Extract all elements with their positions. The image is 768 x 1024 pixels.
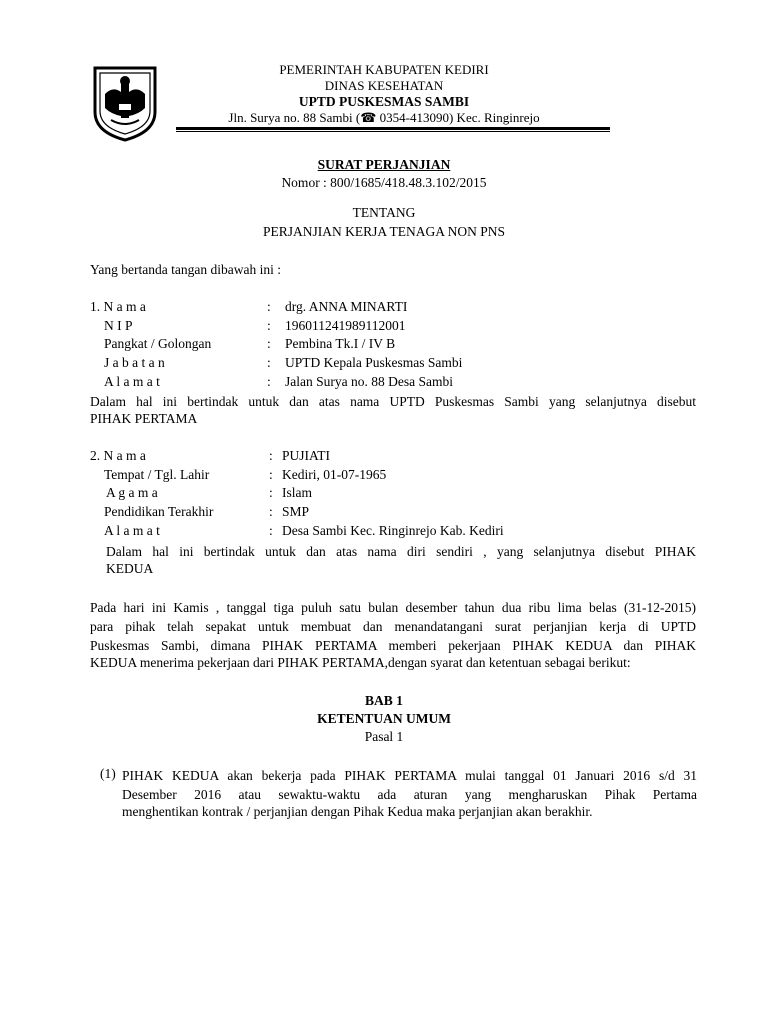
chapter-number: BAB 1 [365,693,403,708]
party2-address-label: A l a m a t [104,523,160,538]
party1-position-label: J a b a t a n [104,355,165,370]
clause-marker: (1) [100,766,116,781]
party1-nip-colon: : [267,318,271,333]
document-title: SURAT PERJANJIAN [317,157,451,172]
party1-nip-label: N I P [104,318,133,333]
party2-address-colon: : [269,523,273,538]
party2-statement-line1: Dalam hal ini bertindak untuk dan atas nama diri sendiri , yang selanjutnya disebut PIHAK [106,544,696,559]
party1-position-colon: : [267,355,271,370]
party1-name-label: 1. N a m a [90,299,146,314]
party2-education-value: SMP [282,504,310,519]
party2-religion-value: Islam [282,485,312,500]
chapter-title: KETENTUAN UMUM [317,711,451,726]
letterhead-rule-thin [176,131,610,132]
party2-education-colon: : [269,504,273,519]
party2-birth-value: Kediri, 01-07-1965 [282,467,387,482]
party1-rank-label: Pangkat / Golongan [104,336,212,351]
party2-birth-label: Tempat / Tgl. Lahir [104,467,210,482]
party2-birth-colon: : [269,467,273,482]
intro-text: Yang bertanda tangan dibawah ini : [90,262,281,277]
party2-religion-label: A g a m a [106,485,158,500]
party1-address-label: A l a m a t [104,374,160,389]
party2-name-value: PUJIATI [282,448,331,463]
party2-name-colon: : [269,448,273,463]
article-label: Pasal 1 [364,729,404,744]
party1-address-value: Jalan Surya no. 88 Desa Sambi [285,374,453,389]
opening-line2: para pihak telah sepakat untuk membuat dan menandatangani surat perjanjian kerja di UPTD [90,619,696,634]
header-department: DINAS KESEHATAN [324,78,444,93]
party2-name-label: 2. N a m a [90,448,146,463]
header-address: Jln. Surya no. 88 Sambi (☎ 0354-413090) Kec. Ringinrejo [228,110,540,125]
party2-education-label: Pendidikan Terakhir [104,504,214,519]
document-number: Nomor : 800/1685/418.48.3.102/2015 [281,175,487,190]
document-subject: PERJANJIAN KERJA TENAGA NON PNS [262,224,506,239]
party1-position-value: UPTD Kepala Puskesmas Sambi [285,355,463,370]
party1-statement-line1: Dalam hal ini bertindak untuk dan atas nama UPTD Puskesmas Sambi yang selanjutnya disebut [90,394,696,409]
party1-rank-colon: : [267,336,271,351]
clause1-line1: PIHAK KEDUA akan bekerja pada PIHAK PERTAMA mulai tanggal 01 Januari 2016 s/d 31 [122,768,697,783]
party1-name-colon: : [267,299,271,314]
header-government: PEMERINTAH KABUPATEN KEDIRI [279,62,489,77]
opening-line4: KEDUA menerima pekerjaan dari PIHAK PERTAMA,dengan syarat dan ketentuan sebagai berikut: [90,655,631,670]
party2-religion-colon: : [269,485,273,500]
letterhead-rule [176,127,610,130]
clause1-line2: Desember 2016 atau sewaktu-waktu ada aturan yang mengharuskan Pihak Pertama [122,787,697,802]
clause1-line3: menghentikan kontrak / perjanjian dengan Pihak Kedua maka perjanjian akan berakhir. [122,804,593,819]
opening-line1: Pada hari ini Kamis , tanggal tiga puluh satu bulan desember tahun dua ribu lima belas (31-12-2015) [90,600,696,615]
party2-address-value: Desa Sambi Kec. Ringinrejo Kab. Kediri [282,523,504,538]
party1-nip-value: 196011241989112001 [285,318,406,333]
party1-address-colon: : [267,374,271,389]
opening-line3: Puskesmas Sambi, dimana PIHAK PERTAMA memberi pekerjaan PIHAK KEDUA dan PIHAK [90,638,696,653]
header-institution: UPTD PUSKESMAS SAMBI [298,94,470,109]
party1-statement-line2: PIHAK PERTAMA [90,411,198,426]
party1-name-value: drg. ANNA MINARTI [285,299,408,314]
subject-label: TENTANG [352,205,416,220]
party1-rank-value: Pembina Tk.I / IV B [285,336,396,351]
party2-statement-line2: KEDUA [106,561,154,576]
